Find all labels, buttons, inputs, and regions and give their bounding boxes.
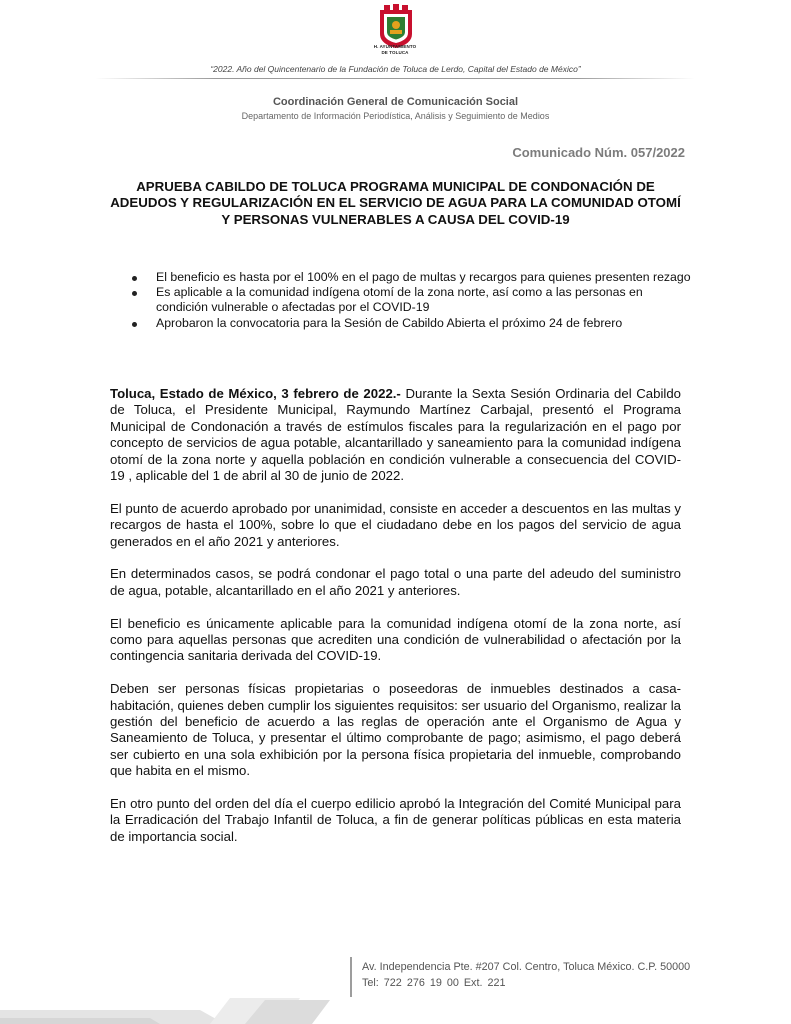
bullet-icon [132, 276, 137, 281]
header-motto: “2022. Año del Quincentenario de la Fundación de Toluca de Lerdo, Capital del Estado de México” [210, 64, 581, 74]
footer-phone: Tel: 722 276 19 00 Ext. 221 [362, 977, 506, 989]
logo-caption-line2: DE TOLUCA [381, 49, 409, 55]
body-paragraph: El beneficio es únicamente aplicable para la comunidad indígena otomí de la zona norte, así como para aquellas personas que acrediten una condición de vulnerabilidad o afectación por la contingencia sanitaria derivada del COVID-19. [110, 615, 681, 664]
logo-caption-line1: H. AYUNTAMIENTO [373, 44, 417, 49]
logo-caption [345, 44, 445, 55]
body-paragraph-text: Durante la Sexta Sesión Ordinaria del Cabildo de Toluca, el Presidente Municipal, Raymundo Martínez Carbajal, presentó el Programa Municipal de Condonación a través de estímulos fiscales para la regularización en el pago por concepto de servicios de agua potable, alcantarillado y saneamiento para la comunidad indígena otomí de la zona norte y aquella población en condición vulnerable a consecuencia del COVID-19 , aplicable del 1 de abril al 30 de junio de 2022. [110, 386, 681, 484]
summary-bullet [132, 316, 692, 331]
summary-bullet [132, 285, 692, 315]
summary-bullet [132, 270, 692, 285]
summary-bullet-text: El beneficio es hasta por el 100% en el pago de multas y recargos para quienes presenten rezago [156, 270, 691, 284]
body-paragraph [110, 386, 681, 484]
footer-decoration [0, 950, 330, 1024]
body-paragraph: El punto de acuerdo aprobado por unanimidad, consiste en acceder a descuentos en las multas y recargos de hasta el 100%, sobre lo que el ciudadano debe en los pagos del servicio de agua generados en el año 2021 y anteriores. [110, 500, 681, 549]
summary-bullet-text: Aprobaron la convocatoria para la Sesión de Cabildo Abierta el próximo 24 de febrero [156, 315, 623, 330]
footer-address: Av. Independencia Pte. #207 Col. Centro, Toluca México. C.P. 50000 [362, 961, 691, 973]
summary-bullet-list [132, 270, 692, 331]
body-paragraph: En otro punto del orden del día el cuerpo edilicio aprobó la Integración del Comité Municipal para la Erradicación del Trabajo Infantil de Toluca, a fin de generar políticas públicas en esta materia de importancia social. [110, 796, 681, 844]
body-paragraph: Deben ser personas físicas propietarias o poseedoras de inmuebles destinados a casa-habitación, quienes deben cumplir los siguientes requisitos: ser usuario del Organismo, realizar la gestión del beneficio de acuerdo a las reglas de operación ante el Organismo de Agua y Saneamiento de Toluca, y presentar el último comprobante de pago; asimismo, el pago deberá ser cubierto en una sola exhibición por la persona física propietaria del inmueble, comprobando que habita en el mismo. [110, 681, 681, 779]
summary-bullet-text: Es aplicable a la comunidad indígena otomí de la zona norte, así como a las personas en condición vulnerable o afectadas por el COVID-19 [156, 285, 643, 315]
header-divider [95, 78, 695, 79]
communique-number: Comunicado Núm. 057/2022 [512, 145, 685, 160]
body-paragraph: En determinados casos, se podrá condonar el pago total o una parte del adeudo del suministro de agua, potable, alcantarillado en el año 2021 y anteriores. [110, 566, 681, 598]
press-release-body [110, 386, 681, 862]
dateline: Toluca, Estado de México, 3 febrero de 2022.- [110, 386, 401, 401]
footer-divider [350, 957, 352, 997]
bullet-icon [132, 322, 137, 327]
coordination-title: Coordinación General de Comunicación Social [272, 96, 519, 108]
press-release-headline: APRUEBA CABILDO DE TOLUCA PROGRAMA MUNICIPAL DE CONDONACIÓN DE ADEUDOS Y REGULARIZACIÓN EN EL SERVICIO DE AGUA PARA LA COMUNIDAD OTOMÍ Y PERSONAS VULNERABLES A CAUSA DEL COVID-19 [110, 179, 681, 227]
bullet-icon [132, 291, 137, 296]
department-subtitle: Departamento de Información Periodística, Análisis y Seguimiento de Medios [241, 111, 550, 121]
